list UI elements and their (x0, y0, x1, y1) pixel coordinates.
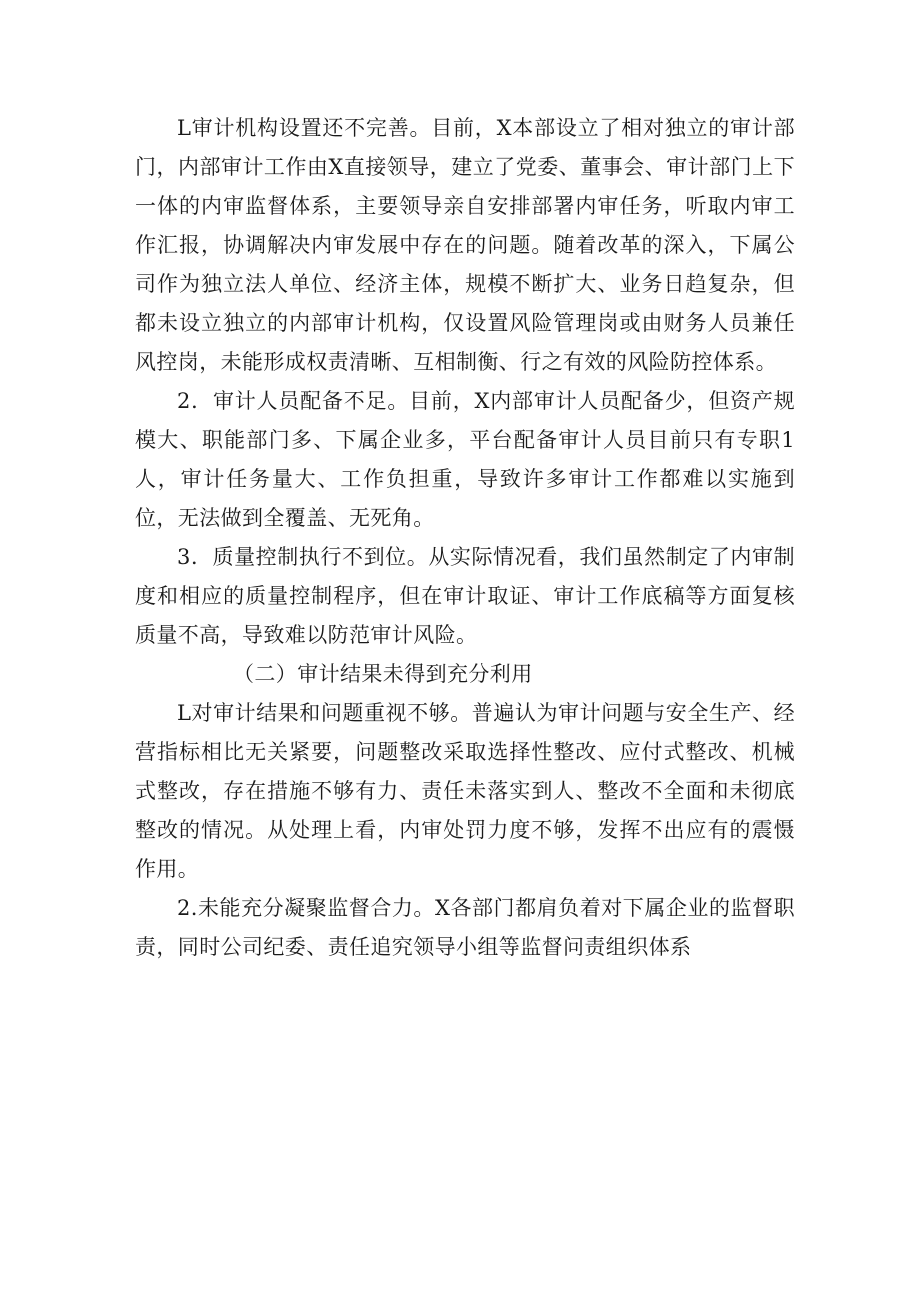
section-heading (135, 655, 795, 694)
section-heading-text: （二）审计结果未得到充分利用 (233, 662, 533, 686)
paragraph-audit-results: L对审计结果和问题重视不够。普遍认为审计问题与安全生产、经营指标相比无关紧要，问题整改采取选择性整改、应付式整改、机械式整改，存在措施不够有力、责任未落实到人、整改不全面和未彻底整改的情况。从处理上看，内审处罚力度不够，发挥不出应有的震慑作用。 (135, 701, 795, 881)
document-body (135, 109, 795, 967)
paragraph-audit-staffing: 2．审计人员配备不足。目前，X内部审计人员配备少，但资产规模大、职能部门多、下属企业多，平台配备审计人员目前只有专职1人，审计任务量大、工作负担重，导致许多审计工作都难以实施到位，无法做到全覆盖、无死角。 (135, 389, 795, 530)
paragraph-quality-control: 3．质量控制执行不到位。从实际情况看，我们虽然制定了内审制度和相应的质量控制程序，但在审计取证、审计工作底稿等方面复核质量不高，导致难以防范审计风险。 (135, 545, 795, 647)
paragraph-audit-structure: L审计机构设置还不完善。目前，X本部设立了相对独立的审计部门，内部审计工作由X直接领导，建立了党委、董事会、审计部门上下一体的内审监督体系，主要领导亲自安排部署内审任务，听取内审工作汇报，协调解决内审发展中存在的问题。随着改革的深入，下属公司作为独立法人单位、经济主体，规模不断扩大、业务日趋复杂，但都未设立独立的内部审计机构，仅设置风险管理岗或由财务人员兼任风控岗，未能形成权责清晰、互相制衡、行之有效的风险防控体系。 (135, 116, 795, 374)
paragraph-supervision: 2.未能充分凝聚监督合力。X各部门都肩负着对下属企业的监督职责，同时公司纪委、责任追究领导小组等监督问责组织体系 (135, 896, 795, 959)
